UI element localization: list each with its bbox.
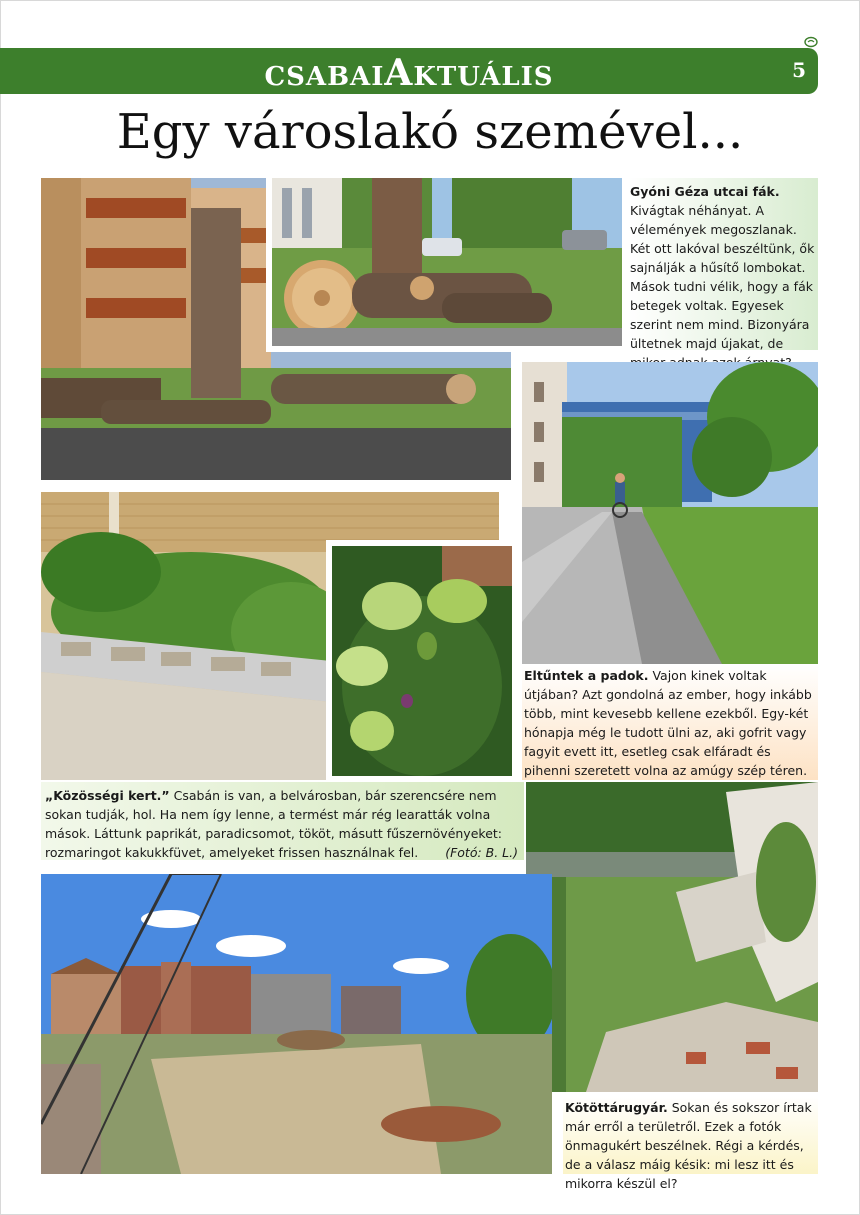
caption-factory-lot <box>563 1096 818 1191</box>
caption-lot-heading: Kötöttárugyár. <box>565 1100 668 1115</box>
caption-lot-text: Sokan és sokszor írtak már erről a területről. Ezek a fotók önmagukért beszélnek. Régi a kérdés, de a válasz máig késik: mi lesz itt és mikorra készül el? <box>565 1100 812 1191</box>
title-part-csabai: CSABAI <box>264 62 385 92</box>
photo-credit: (Fotó: B. L.) <box>445 845 518 860</box>
caption-trees <box>628 178 818 350</box>
photo-cut-logs <box>266 172 628 352</box>
photo-squash-plant <box>326 540 518 782</box>
caption-trees-heading: Gyóni Géza utcai fák. <box>630 184 780 199</box>
photo-path-cyclist <box>522 362 818 664</box>
header-band <box>0 48 818 94</box>
magazine-title <box>0 52 818 94</box>
photo-empty-factory-lot <box>41 874 552 1174</box>
title-part-ktualis: KTUÁLIS <box>413 62 554 92</box>
caption-benches-text: Vajon kinek voltak útjában? Azt gondolná az ember, hogy inkább több, mint kevesebb kellene ezekből. Egy-két hónapja még le tudott ülni az, aki gofrit vagy fagyit evett itt, esetleg csak elfáradt és pihenni szeretett volna az amúgy szép téren. <box>524 668 812 778</box>
caption-trees-text: Kivágtak néhányat. A vélemények megoszlanak. Két ott lakóval beszéltünk, ők sajnálják a hűsítő lombokat. Mások tudni vélik, hogy a fák betegek voltak. Egyesek szerint nem mind. Bizonyára ültetnek majd újakat, de <box>630 203 815 351</box>
caption-garden <box>41 782 524 860</box>
swirl-ornament-icon <box>803 36 819 48</box>
photo-demolished-rubble <box>526 782 818 1092</box>
title-initial-a: A <box>384 52 414 94</box>
caption-benches <box>522 664 818 780</box>
page-title: Egy városlakó szemével... <box>116 104 744 160</box>
caption-garden-heading: „Közösségi kert.” <box>45 788 170 803</box>
page-number: 5 <box>792 58 806 82</box>
caption-benches-heading: Eltűntek a padok. <box>524 668 649 683</box>
caption-garden-text: Csabán is van, a belvárosban, bár szerencsére nem sokan tudják, hol. Ha nem így lenne, a termést már rég learatták volna mások. Láttunk paprikát, paradicsomot, tököt, másutt fűszernövényeket: rozmaringot kakukkfüvet, amelyeket frissen használnak fel. <box>45 788 502 860</box>
